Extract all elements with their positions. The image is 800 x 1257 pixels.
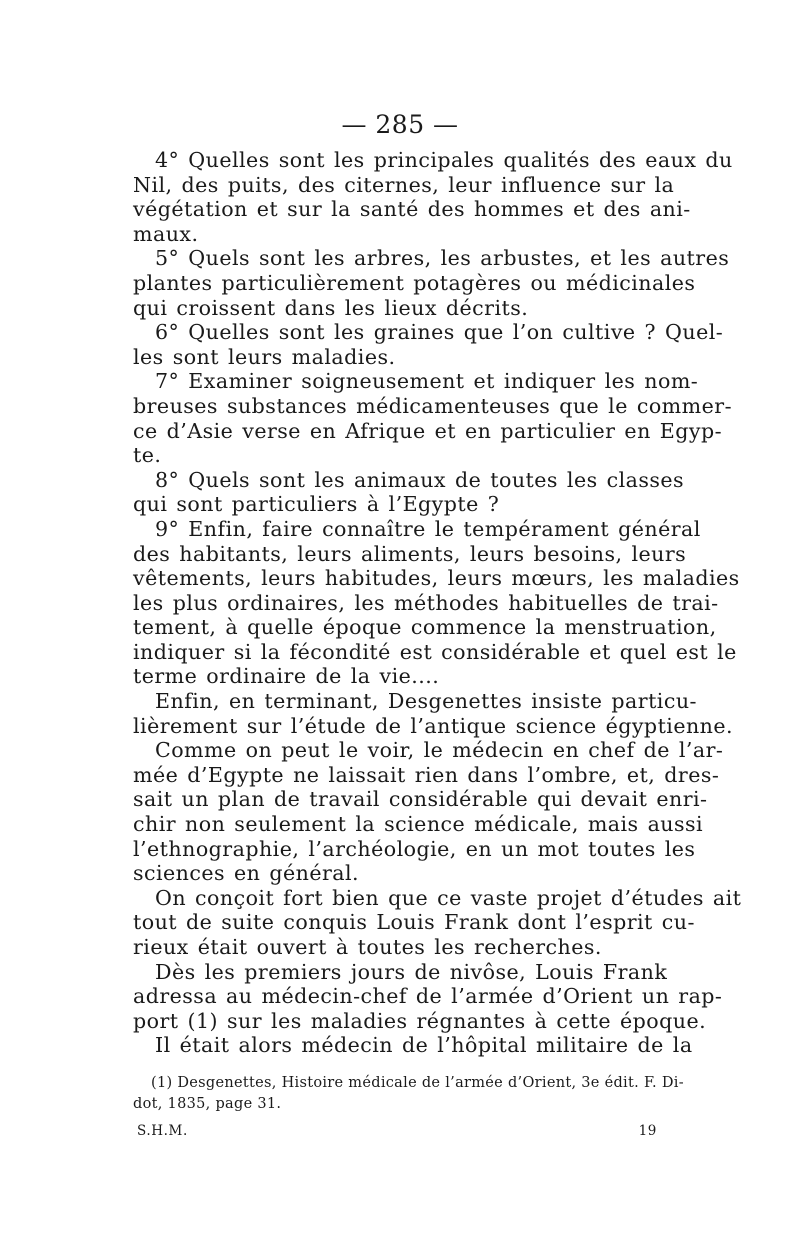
text-line: 8° Quels sont les animaux de toutes les classes: [155, 467, 685, 492]
text-line: des habitants, leurs aliments, leurs besoins, leurs: [133, 541, 687, 566]
text-line: 6° Quelles sont les graines que l’on cultive ? Quel-: [155, 320, 724, 345]
text-line: sait un plan de travail considérable qui devait enri-: [133, 787, 708, 812]
text-line: plantes particulièrement potagères ou médicinales: [133, 270, 696, 295]
signature-mark: S.H.M.: [137, 1123, 188, 1139]
text-line: qui croissent dans les lieux décrits.: [133, 295, 529, 320]
text-line: maux.: [133, 221, 199, 246]
text-line: rieux était ouvert à toutes les recherches.: [133, 935, 602, 959]
text-line: tement, à quelle époque commence la menstruation,: [133, 615, 717, 640]
text-line: 4° Quelles sont les principales qualités des eaux du: [155, 148, 733, 172]
text-line: l’ethnographie, l’archéologie, en un mot toutes les: [133, 836, 696, 861]
text-line: sciences en général.: [133, 861, 360, 886]
text-line: mée d’Egypte ne laissait rien dans l’ombre, et, dres-: [133, 762, 720, 787]
text-line: indiquer si la fécondité est considérable et quel est le: [133, 639, 737, 664]
footnote-line: (1) Desgenettes, Histoire médicale de l’armée d’Orient, 3e édit. F. Di-: [151, 1075, 684, 1091]
text-line: 7° Examiner soigneusement et indiquer les nom-: [155, 369, 699, 394]
text-line: 5° Quels sont les arbres, les arbustes, et les autres: [155, 246, 730, 271]
text-line: terme ordinaire de la vie....: [133, 664, 440, 689]
page-number: — 285 —: [341, 110, 459, 139]
signature-number: 19: [638, 1123, 657, 1139]
text-line: les plus ordinaires, les méthodes habituelles de trai-: [133, 590, 719, 615]
text-line: breuses substances médicamenteuses que le commer-: [133, 393, 732, 418]
footnote: [133, 1073, 684, 1115]
text-line: Dès les premiers jours de nivôse, Louis Frank: [155, 959, 668, 984]
text-line: végétation et sur la santé des hommes et des ani-: [133, 197, 691, 222]
text-line: Enfin, en terminant, Desgenettes insiste particu-: [155, 689, 697, 714]
text-line: 9° Enfin, faire connaître le tempérament général: [155, 516, 701, 541]
text-line: tout de suite conquis Louis Frank dont l’esprit cu-: [133, 910, 695, 935]
text-line: te.: [133, 443, 162, 468]
text-line: Il était alors médecin de l’hôpital militaire de la: [155, 1033, 693, 1058]
footnote-line: dot, 1835, page 31.: [133, 1096, 282, 1112]
body-text: [133, 148, 742, 1058]
text-line: chir non seulement la science médicale, mais aussi: [133, 812, 704, 837]
text-line: ce d’Asie verse en Afrique et en particulier en Egyp-: [133, 418, 723, 443]
text-line: Nil, des puits, des citernes, leur influence sur la: [133, 172, 675, 197]
text-line: Comme on peut le voir, le médecin en chef de l’ar-: [155, 738, 724, 763]
text-line: lièrement sur l’étude de l’antique science égyptienne.: [133, 713, 734, 738]
text-line: les sont leurs maladies.: [133, 344, 396, 369]
text-line: qui sont particuliers à l’Egypte ?: [133, 492, 500, 517]
text-line: port (1) sur les maladies régnantes à cette époque.: [133, 1008, 707, 1033]
text-line: vêtements, leurs habitudes, leurs mœurs, les maladies: [133, 566, 740, 591]
text-line: On conçoit fort bien que ce vaste projet d’études ait: [155, 885, 742, 910]
text-line: adressa au médecin-chef de l’armée d’Orient un rap-: [133, 984, 723, 1009]
